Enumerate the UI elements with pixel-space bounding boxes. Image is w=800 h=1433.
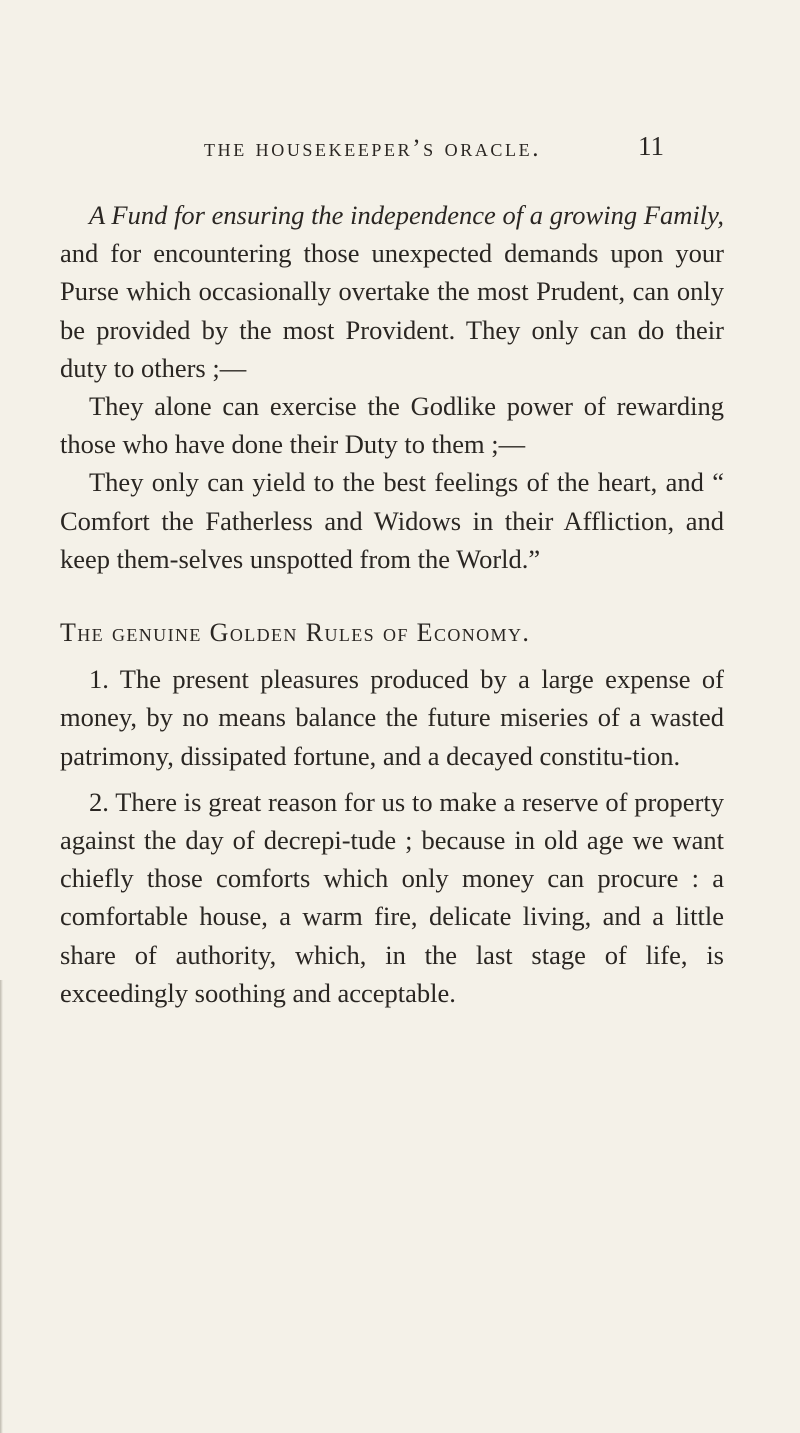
rule-number: 1. xyxy=(89,664,109,695)
intro-rest: and for encountering those unexpected demands upon your Purse which occasionally overtake the most Prudent, can only be provided by the most Provident. They only can do their duty to others ;— xyxy=(60,238,724,383)
page-number: 11 xyxy=(638,131,664,161)
page-edge-shadow xyxy=(0,980,3,1433)
intro-paragraph xyxy=(60,196,724,387)
rule-text: There is great reason for us to make a reserve of property against the day of decrepi-tude ; because in old age we want chiefly those comforts which only money can procure : a comfortable house, a warm fire, delicate living, and a little share of authority, which, in the last stage of life, is exceedingly soothing and acceptable. xyxy=(60,786,724,1008)
running-title: the housekeeper’s oracle. xyxy=(204,135,542,162)
intro-italic-lead: A Fund for ensuring the independence of a growing Family, xyxy=(89,200,724,230)
section-heading: The genuine Golden Rules of Economy. xyxy=(60,618,531,648)
body-text xyxy=(60,196,724,1012)
rule-number: 2. xyxy=(89,786,109,817)
rule-text: The present pleasures produced by a large expense of money, by no means balance the future miseries of a wasted patrimony, dissipated fortune, and a decayed constitu-tion. xyxy=(60,664,724,771)
rule-item-2 xyxy=(60,783,724,1012)
running-head xyxy=(0,131,800,175)
paragraph-best-feelings: They only can yield to the best feelings of the heart, and “ Comfort the Fatherless and Widows in their Affliction, and keep them-selves unspotted from the World.” xyxy=(60,467,724,574)
paragraph-godlike-power: They alone can exercise the Godlike power of rewarding those who have done their Duty to them ;— xyxy=(60,391,724,460)
rule-item-1 xyxy=(60,660,724,775)
